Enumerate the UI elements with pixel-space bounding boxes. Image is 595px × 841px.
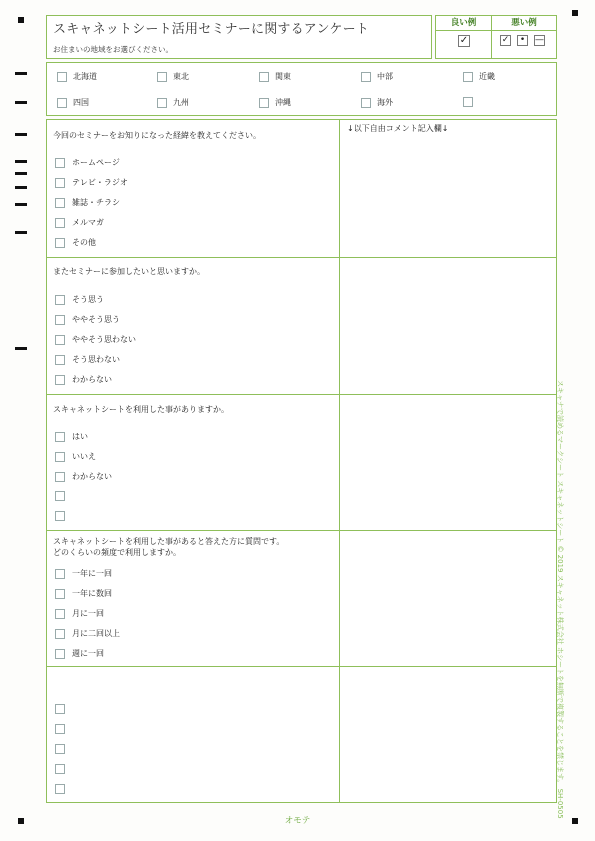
comment-area-header: ↓以下自由コメント記入欄↓ bbox=[347, 124, 449, 133]
q4-option[interactable]: 一年に一回 bbox=[55, 568, 112, 579]
q2-option[interactable]: ややそう思う bbox=[55, 314, 120, 325]
question-1-text: 今回のセミナーをお知りになった経緯を教えてください。 bbox=[53, 131, 261, 140]
good-example-label: 良い例 bbox=[436, 16, 491, 31]
bad-example bbox=[492, 16, 556, 58]
checkbox[interactable] bbox=[57, 72, 67, 82]
q5-option[interactable] bbox=[55, 724, 72, 734]
checkbox[interactable] bbox=[55, 764, 65, 774]
checkbox[interactable] bbox=[55, 178, 65, 188]
region-option[interactable]: 北海道 bbox=[57, 71, 97, 82]
checkbox[interactable] bbox=[55, 158, 65, 168]
copyright-side-text: スキャナで読めるマークシート スキャネットシート © 2019 スキャネット株式会社 ホシートを無断で複製することを禁じます。 SH-0505 bbox=[556, 380, 564, 819]
region-option[interactable]: 海外 bbox=[361, 97, 393, 108]
q1-option[interactable]: ホームページ bbox=[55, 157, 120, 168]
section-divider bbox=[47, 666, 556, 667]
checkbox[interactable] bbox=[55, 315, 65, 325]
q3-option[interactable] bbox=[55, 511, 72, 521]
timing-tick bbox=[15, 172, 27, 175]
timing-tick bbox=[15, 203, 27, 206]
q5-option[interactable] bbox=[55, 744, 72, 754]
q5-option[interactable] bbox=[55, 704, 72, 714]
checkbox[interactable] bbox=[55, 432, 65, 442]
bad-check-example: ✓ bbox=[501, 35, 510, 45]
good-example bbox=[436, 16, 492, 58]
survey-body bbox=[46, 119, 557, 803]
region-instruction: お住まいの地域をお選びください。 bbox=[53, 45, 173, 54]
title-box bbox=[46, 15, 432, 59]
checkbox[interactable] bbox=[55, 784, 65, 794]
corner-mark-top-left bbox=[18, 17, 24, 23]
question-3-text: スキャネットシートを利用した事がありますか。 bbox=[53, 405, 229, 414]
region-option[interactable]: 中部 bbox=[361, 71, 393, 82]
q1-option[interactable]: その他 bbox=[55, 237, 96, 248]
checkbox[interactable] bbox=[157, 72, 167, 82]
q5-option[interactable] bbox=[55, 784, 72, 794]
q4-option[interactable]: 月に一回 bbox=[55, 608, 104, 619]
q4-option[interactable]: 月に二回以上 bbox=[55, 628, 120, 639]
checkbox[interactable] bbox=[55, 491, 65, 501]
checkbox[interactable] bbox=[259, 72, 269, 82]
timing-tick bbox=[15, 347, 27, 350]
checkbox[interactable] bbox=[55, 452, 65, 462]
section-divider bbox=[47, 530, 556, 531]
page-side-label: オモテ bbox=[284, 816, 311, 826]
checkbox[interactable] bbox=[55, 218, 65, 228]
section-divider bbox=[47, 257, 556, 258]
checkbox[interactable] bbox=[55, 198, 65, 208]
checkbox[interactable] bbox=[463, 97, 473, 107]
timing-tick bbox=[15, 101, 27, 104]
checkbox[interactable] bbox=[55, 724, 65, 734]
checkbox[interactable] bbox=[55, 355, 65, 365]
checkbox[interactable] bbox=[55, 609, 65, 619]
question-4-text bbox=[53, 536, 284, 558]
timing-tick bbox=[15, 186, 27, 189]
checkbox[interactable] bbox=[55, 295, 65, 305]
timing-tick bbox=[15, 72, 27, 75]
q1-option[interactable]: 雑誌・チラシ bbox=[55, 197, 120, 208]
checkbox[interactable] bbox=[55, 472, 65, 482]
q2-option[interactable]: そう思わない bbox=[55, 354, 120, 365]
timing-tick bbox=[15, 133, 27, 136]
q2-option[interactable]: ややそう思わない bbox=[55, 334, 136, 345]
region-option[interactable]: 九州 bbox=[157, 97, 189, 108]
checkbox[interactable] bbox=[55, 589, 65, 599]
checkbox[interactable] bbox=[259, 98, 269, 108]
q1-option[interactable]: テレビ・ラジオ bbox=[55, 177, 128, 188]
q2-option[interactable]: わからない bbox=[55, 374, 112, 385]
question-4-line-2: どのくらいの頻度で利用しますか。 bbox=[53, 548, 181, 557]
region-option[interactable] bbox=[463, 97, 479, 107]
checkbox[interactable] bbox=[55, 744, 65, 754]
q1-option[interactable]: メルマガ bbox=[55, 217, 104, 228]
checkbox[interactable] bbox=[55, 649, 65, 659]
timing-tick bbox=[15, 231, 27, 234]
checkbox[interactable] bbox=[55, 704, 65, 714]
bad-strike-example: — bbox=[535, 35, 544, 45]
checkbox[interactable] bbox=[55, 238, 65, 248]
q2-option[interactable]: そう思う bbox=[55, 294, 104, 305]
checkbox[interactable] bbox=[55, 375, 65, 385]
checkbox[interactable] bbox=[157, 98, 167, 108]
section-divider bbox=[47, 394, 556, 395]
question-4-line-1: スキャネットシートを利用した事があると答えた方に質問です。 bbox=[53, 537, 285, 546]
page-title: スキャネットシート活用セミナーに関するアンケート bbox=[53, 22, 370, 37]
q3-option[interactable]: いいえ bbox=[55, 451, 96, 462]
corner-mark-top-right bbox=[572, 10, 578, 16]
marking-example-legend bbox=[435, 15, 557, 59]
bad-example-label: 悪い例 bbox=[492, 16, 556, 31]
region-option[interactable]: 関東 bbox=[259, 71, 291, 82]
checkbox[interactable] bbox=[55, 335, 65, 345]
region-option[interactable]: 四国 bbox=[57, 97, 89, 108]
q3-option[interactable]: わからない bbox=[55, 471, 112, 482]
checkbox[interactable] bbox=[361, 98, 371, 108]
checkbox[interactable] bbox=[55, 629, 65, 639]
q4-option[interactable]: 一年に数回 bbox=[55, 588, 112, 599]
column-divider bbox=[339, 120, 340, 802]
q4-option[interactable]: 週に一回 bbox=[55, 648, 104, 659]
checkbox[interactable] bbox=[463, 72, 473, 82]
checkbox[interactable] bbox=[55, 569, 65, 579]
good-check-example: ✓ bbox=[459, 35, 469, 46]
region-selection bbox=[46, 62, 557, 116]
checkbox[interactable] bbox=[57, 98, 67, 108]
region-option[interactable]: 東北 bbox=[157, 71, 189, 82]
checkbox[interactable] bbox=[55, 511, 65, 521]
region-option[interactable]: 近畿 bbox=[463, 71, 495, 82]
bad-dot-example: • bbox=[517, 35, 528, 46]
question-2-text: またセミナーに参加したいと思いますか。 bbox=[53, 267, 205, 276]
region-option[interactable]: 沖縄 bbox=[259, 97, 291, 108]
q3-option[interactable]: はい bbox=[55, 431, 88, 442]
q5-option[interactable] bbox=[55, 764, 72, 774]
checkbox[interactable] bbox=[361, 72, 371, 82]
q3-option[interactable] bbox=[55, 491, 72, 501]
timing-tick bbox=[15, 160, 27, 163]
